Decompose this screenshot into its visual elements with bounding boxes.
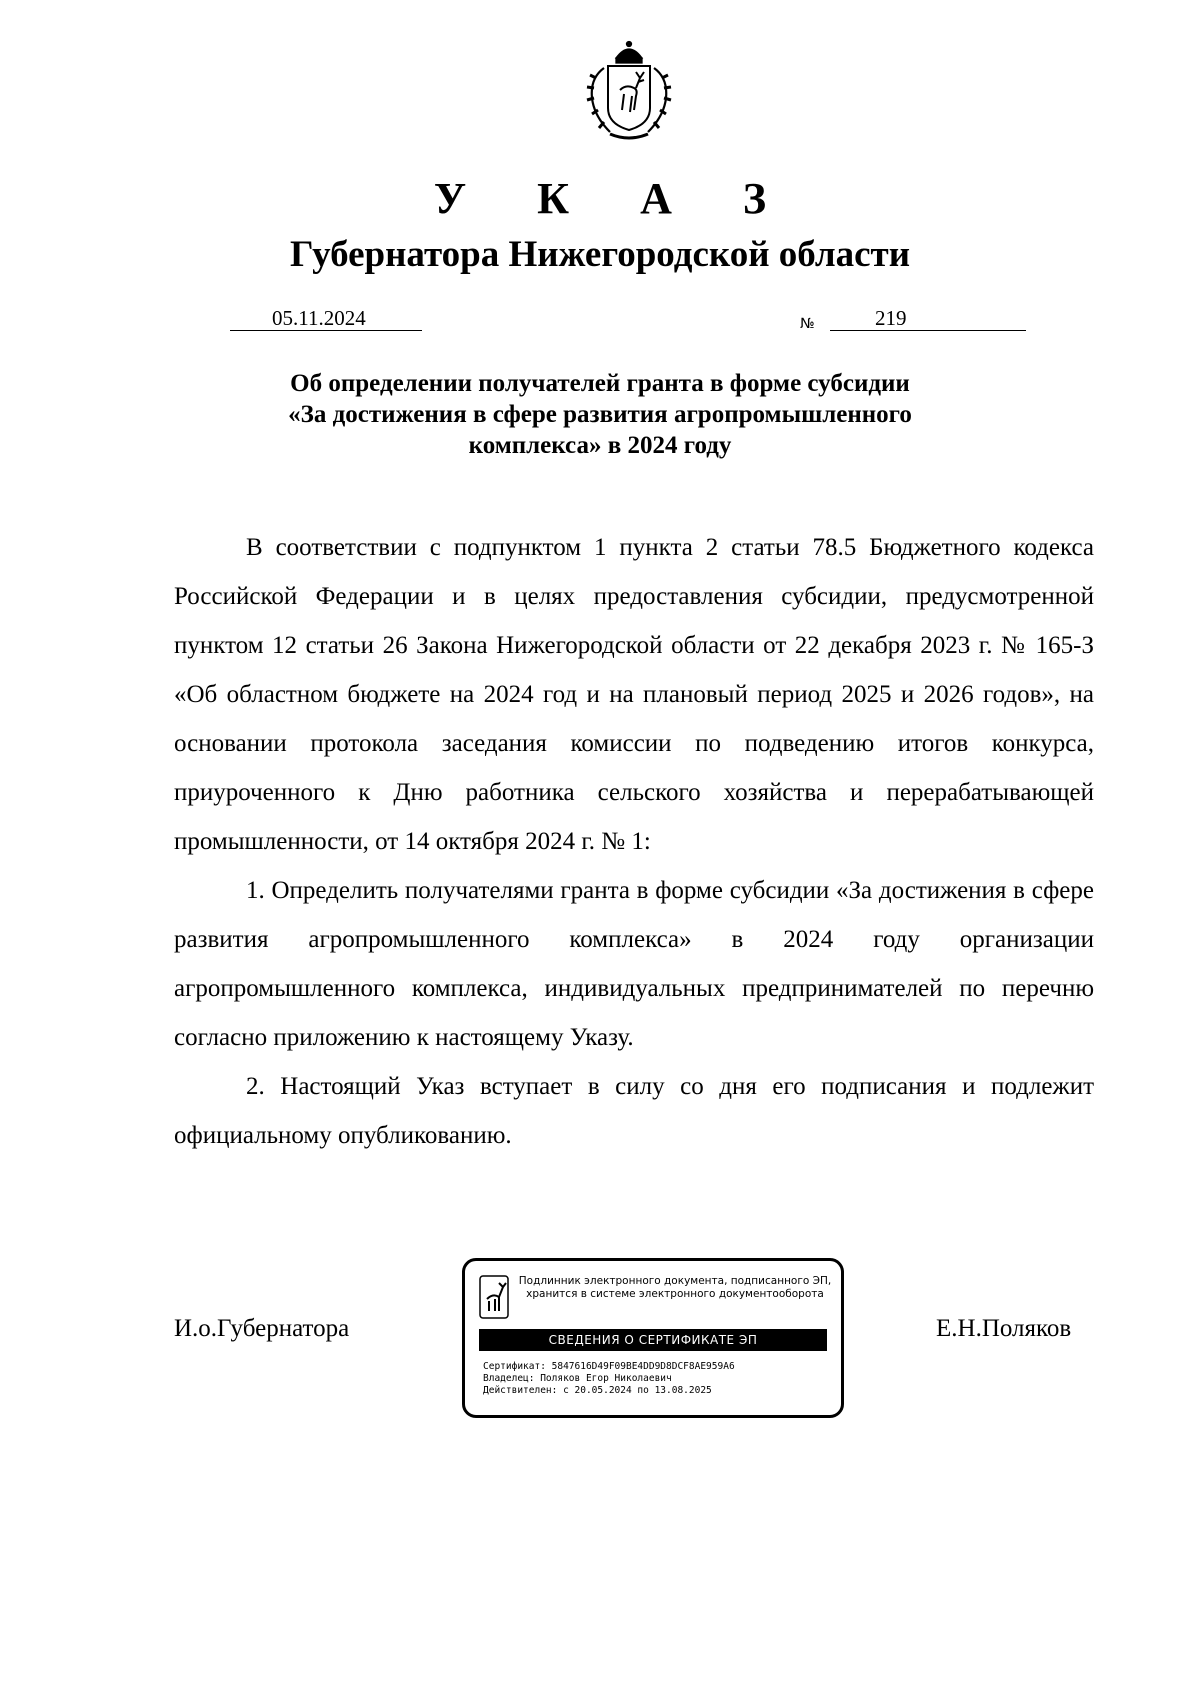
signatory-position: И.о.Губернатора: [174, 1315, 350, 1342]
electronic-signature-stamp: [462, 1258, 844, 1418]
subject-line: «За достижения в сфере развития агропромышленного: [288, 401, 912, 428]
signatory-name: Е.Н.Поляков: [936, 1315, 1072, 1342]
issuer-title: Губернатора Нижегородской области: [289, 234, 911, 275]
item-1-paragraph: 1. Определить получателями гранта в форме субсидии «За достижения в сфере развития агропромышленного комплекса» в 2024 году организации агропромышленного комплекса, индивидуальных предпринимателей по перечню согласно приложению к настоящему Указу.: [174, 877, 1094, 1051]
subject-line: Об определении получателей гранта в форме субсидии: [290, 370, 910, 397]
coat-of-arms-emblem: [570, 38, 688, 146]
item-2-paragraph: 2. Настоящий Указ вступает в силу со дня его подписания и подлежит официальному опубликованию.: [174, 1073, 1094, 1149]
stamp-note-line: хранится в системе электронного документооборота: [526, 1288, 824, 1300]
certificate-validity: Действителен: с 20.05.2024 по 13.08.2025: [483, 1385, 712, 1396]
certificate-owner: Владелец: Поляков Егор Николаевич: [483, 1373, 672, 1384]
stamp-note: [515, 1275, 835, 1301]
preamble-paragraph: В соответствии с подпунктом 1 пункта 2 статьи 78.5 Бюджетного кодекса Российской Федерации и в целях предоставления субсидии, предусмотренной пунктом 12 статьи 26 Закона Нижегородской области от 22 декабря 2023 г. № 165-З «Об областном бюджете на 2024 год и на плановый период 2025 и 2026 годов», на основании протокола заседания комиссии по подведению итогов конкурса, приуроченного к Дню работника сельского хозяйства и перерабатывающей промышленности, от 14 октября 2024 г. № 1:: [174, 534, 1094, 855]
certificate-info-header: СВЕДЕНИЯ О СЕРТИФИКАТЕ ЭП: [479, 1329, 827, 1351]
date-value: 05.11.2024: [272, 306, 366, 330]
subject-line: комплекса» в 2024 году: [468, 432, 732, 459]
certificate-details: [483, 1361, 735, 1397]
certificate-number: Сертификат: 5847616D49F09BE4DD9D8DCF8AE959A6: [483, 1361, 735, 1372]
deer-emblem-icon: [479, 1275, 509, 1319]
number-label: №: [800, 316, 815, 332]
document-subject: [0, 368, 1200, 461]
document-body: [174, 523, 1094, 1160]
date-field: [230, 306, 422, 331]
document-type-title: У К А З: [433, 174, 797, 223]
stamp-note-line: Подлинник электронного документа, подписанного ЭП,: [518, 1275, 832, 1287]
number-field: [830, 306, 1026, 331]
number-value: 219: [875, 306, 907, 330]
